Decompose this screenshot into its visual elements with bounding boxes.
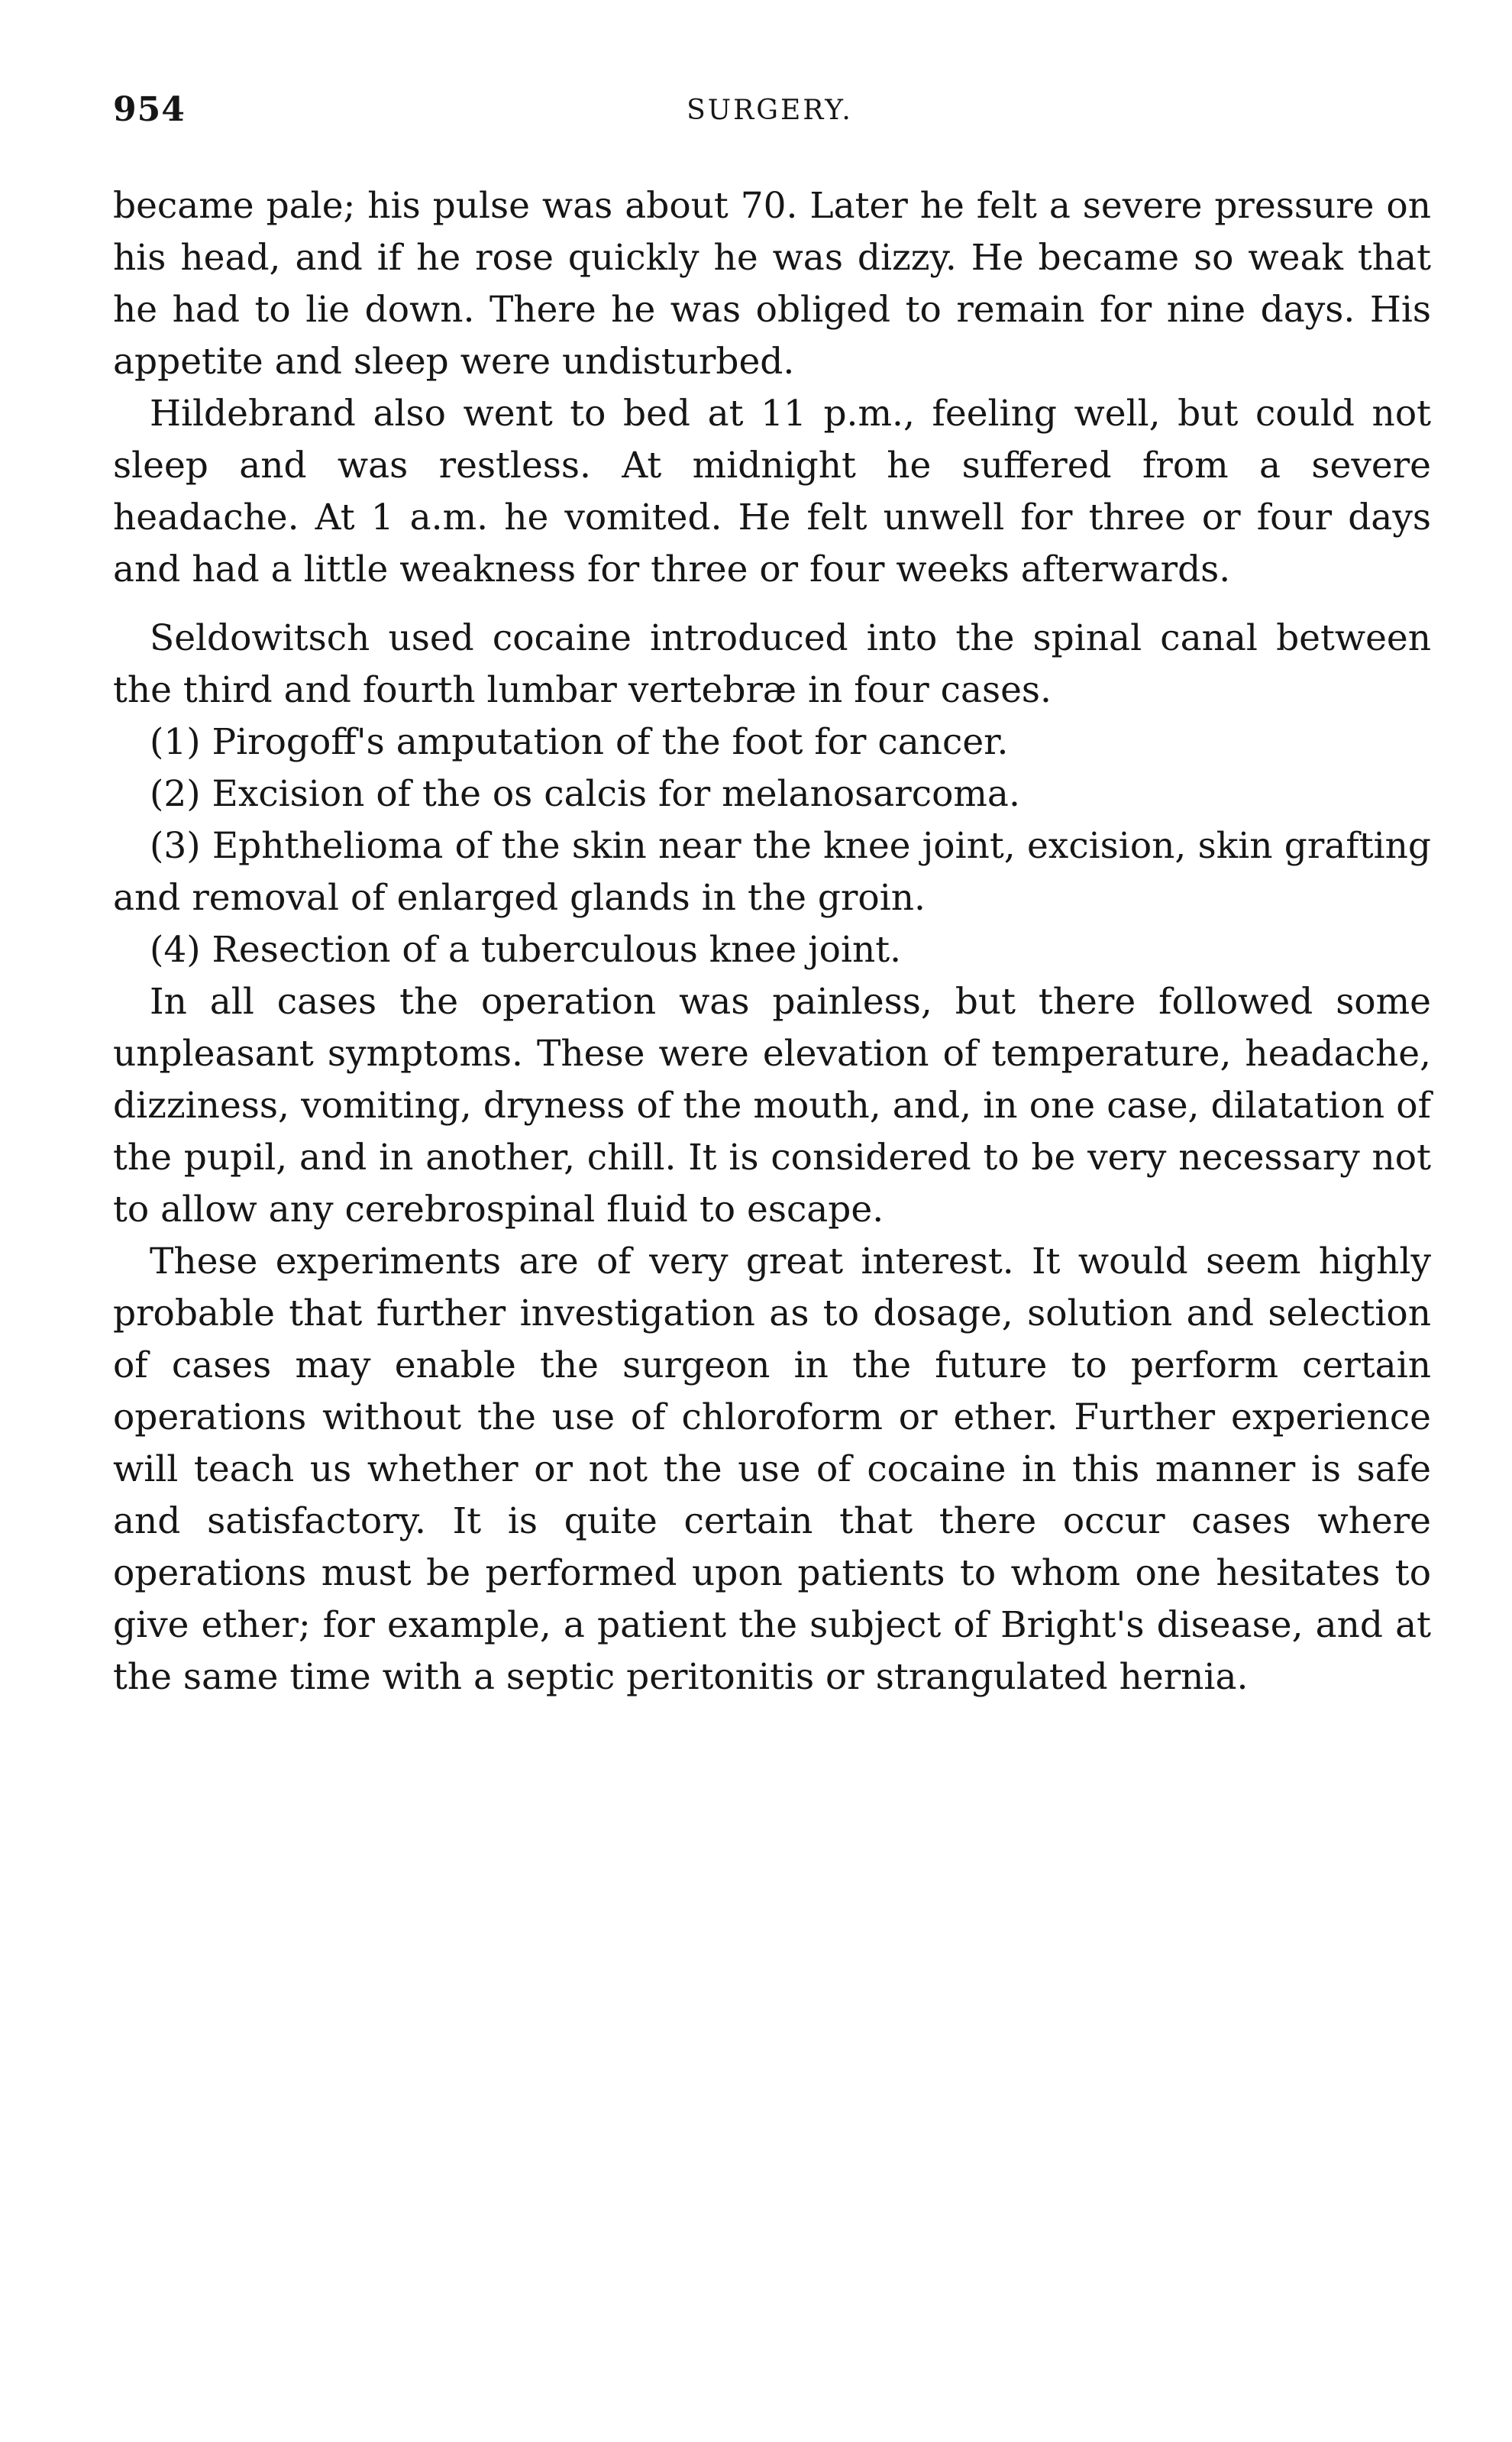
page-header bbox=[113, 90, 1426, 136]
page-number: 954 bbox=[113, 90, 186, 129]
case-item-3: (3) Ephthelioma of the skin near the knee joint, excision, skin grafting and removal of enlarged glands in the groin. bbox=[113, 825, 1431, 919]
paragraph-all-cases: In all cases the operation was painless, but there followed some unpleasant symptoms. These were elevation of temperature, headache, dizziness, vomiting, dryness of the mouth, and, in one case, dilatation of the pupil, and in another, chill. It is considered to be very necessary not to allow any cerebrospinal fluid to escape. bbox=[113, 981, 1431, 1231]
paragraph-experiments: These experiments are of very great interest. It would seem highly probable that further investigation as to dosage, solution and selection of cases may enable the surgeon in the future to perform certain operations without the use of chloroform or ether. Further experience will teach us whether or not the use of cocaine in this manner is safe and satisfactory. It is quite certain that there occur cases where operations must be performed upon patients to whom one hesitates to give ether; for example, a patient the subject of Bright's disease, and at the same time with a septic peritonitis or strangulated hernia. bbox=[113, 1240, 1431, 1698]
case-item-4: (4) Resection of a tuberculous knee joint. bbox=[150, 929, 902, 971]
case-item-2: (2) Excision of the os calcis for melanosarcoma. bbox=[150, 773, 1020, 815]
paragraph-seldowitsch: Seldowitsch used cocaine introduced into the spinal canal between the third and fourth lumbar vertebræ in four cases. bbox=[113, 617, 1431, 711]
paragraph-continuation: became pale; his pulse was about 70. Later he felt a severe pressure on his head, and if he rose quickly he was dizzy. He became so weak that he had to lie down. There he was obliged to remain for nine days. His appetite and sleep were undisturbed. bbox=[113, 185, 1431, 383]
case-item-1: (1) Pirogoff's amputation of the foot for cancer. bbox=[150, 721, 1009, 763]
body-text bbox=[113, 180, 1431, 1703]
paragraph-hildebrand: Hildebrand also went to bed at 11 p.m., feeling well, but could not sleep and was restless. At midnight he suffered from a severe headache. At 1 a.m. he vomited. He felt unwell for three or four days and had a little weakness for three or four weeks afterwards. bbox=[113, 393, 1431, 590]
running-head: SURGERY. bbox=[687, 95, 853, 126]
